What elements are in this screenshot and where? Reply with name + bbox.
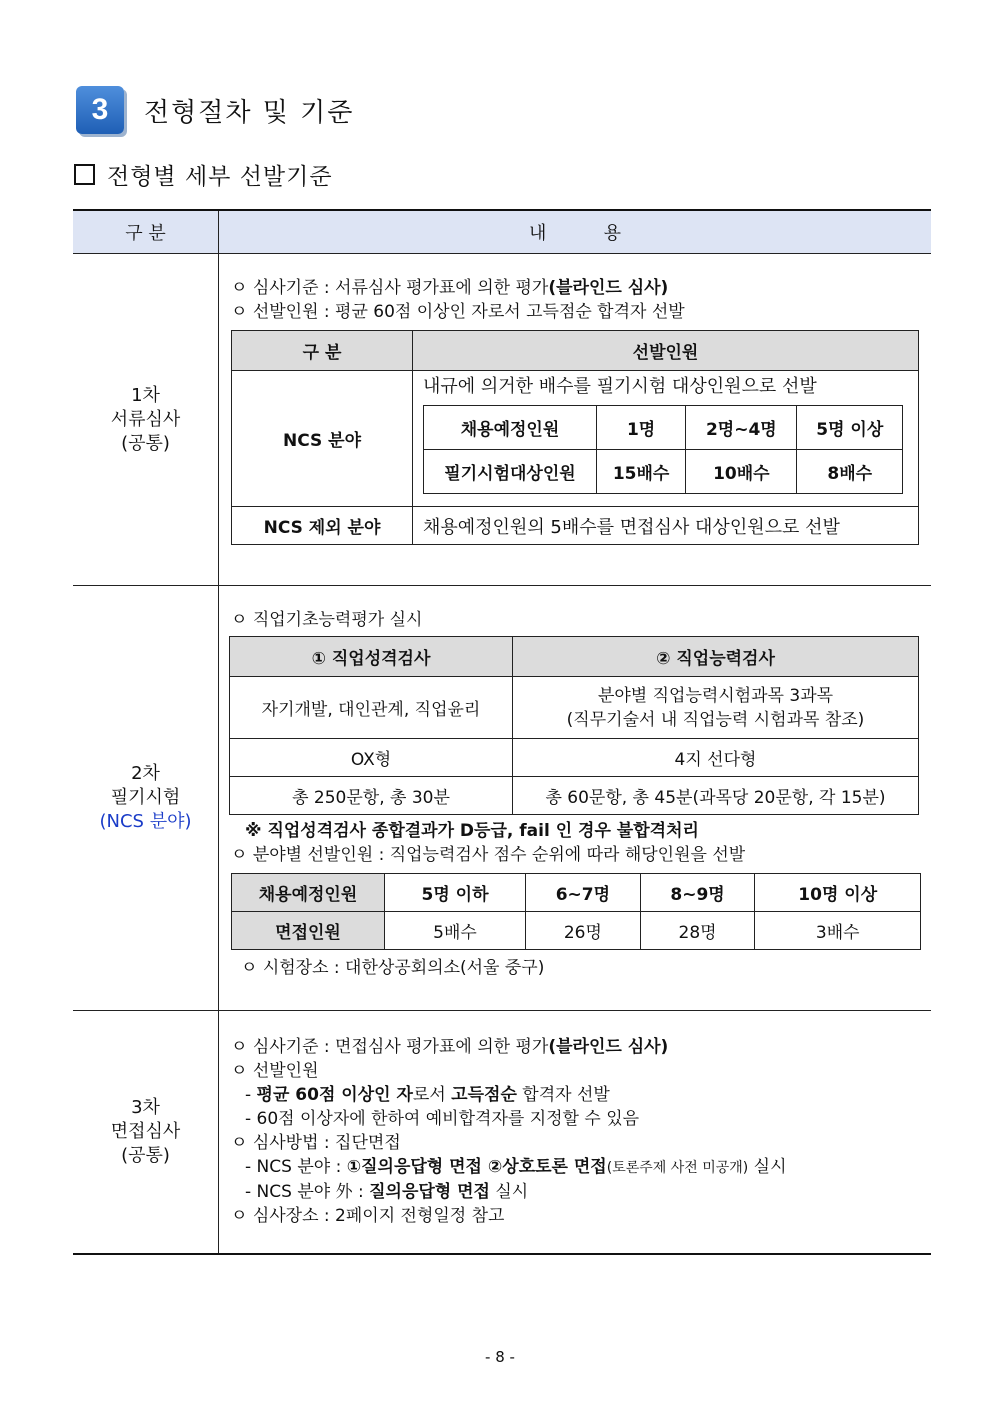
test-table: ① 직업성격검사 ② 직업능력검사 자기개발, 대인관계, 직업윤리 분야별 직업능력시험과목 3과목 (직무기술서 내 직업능력 시험과목 참조) OX형 4지 선다형 총 250문항, 총 30분 총 60문항, 총 45분(과목당 20문항, 각 15분)	[229, 636, 919, 815]
subheading	[74, 158, 333, 191]
stage1-row	[73, 254, 931, 586]
non-ncs-text: 채용예정인원의 5배수를 면접심사 대상인원으로 선발	[413, 507, 919, 545]
stage2-intro: ㅇ 직업기초능력평가 실시	[231, 610, 423, 630]
stage3-selection-rule: - 평균 60점 이상인 자로서 고득점순 합격자 선발	[245, 1085, 610, 1105]
page-number: - 8 -	[485, 1348, 515, 1366]
header-content: 내 용	[219, 210, 932, 254]
ncs-label: NCS 분야	[232, 371, 413, 507]
stage3-content	[219, 1011, 932, 1254]
stage1-selection-table: 구 분 선발인원 NCS 분야 내규에 의거한 배수를 필기시험 대상인원으로 선발 채용예정인원 1명 2명~4명 5명 이상 필기시험대상인원 15배수 10배수 8배수 NCS 제외 분야 채용예정인원의 5배수를 면접심사 대상인원으로 선발	[231, 330, 919, 545]
stage1-content	[219, 254, 932, 586]
section-title: 전형절차 및 기준	[144, 97, 355, 128]
stage1-selection-line: ㅇ 선발인원 : 평균 60점 이상인 자로서 고득점순 합격자 선발	[231, 302, 685, 322]
stage3-method: ㅇ 심사방법 : 집단면접	[231, 1133, 401, 1153]
stage2-label: 2차 필기시험 (NCS 분야)	[73, 586, 219, 1011]
stage3-non-ncs-method: - NCS 분야 外 : 질의응답형 면접 실시	[245, 1182, 529, 1202]
interview-count-table: 채용예정인원 5명 이하 6~7명 8~9명 10명 이상 면접인원 5배수 26명 28명 3배수	[231, 873, 921, 950]
stage3-label: 3차 면접심사 (공통)	[73, 1011, 219, 1254]
stage2-content	[219, 586, 932, 1011]
section-heading	[76, 86, 354, 134]
stage3-ncs-method: - NCS 분야 : ①질의응답형 면접 ②상호토론 면접(토론주제 사전 미공개) 실시	[245, 1157, 787, 1177]
stage3-criteria: ㅇ 심사기준 : 면접심사 평가표에 의한 평가(블라인드 심사)	[231, 1037, 669, 1057]
stage1-label: 1차 서류심사 (공통)	[73, 254, 219, 586]
stage2-row	[73, 586, 931, 1011]
stage3-row	[73, 1011, 931, 1254]
fail-note: ※ 직업성격검사 종합결과가 D등급, fail 인 경우 불합격처리	[245, 821, 699, 841]
checkbox-square-icon	[74, 164, 95, 185]
stage3-place: ㅇ 심사장소 : 2페이지 전형일정 참고	[231, 1206, 505, 1226]
subheading-text: 전형별 세부 선발기준	[107, 164, 333, 190]
stage3-selection-heading: ㅇ 선발인원	[231, 1061, 319, 1081]
exam-place: ㅇ 시험장소 : 대한상공회의소(서울 중구)	[241, 958, 545, 978]
non-ncs-label: NCS 제외 분야	[232, 507, 413, 545]
criteria-table	[73, 209, 931, 1255]
header-category: 구 분	[73, 210, 219, 254]
stage3-reserve-rule: - 60점 이상자에 한하여 예비합격자를 지정할 수 있음	[245, 1109, 640, 1129]
stage2-select-line: ㅇ 분야별 선발인원 : 직업능력검사 점수 순위에 따라 해당인원을 선발	[231, 845, 746, 865]
stage1-criteria-line: ㅇ 심사기준 : 서류심사 평가표에 의한 평가(블라인드 심사)	[231, 278, 669, 298]
section-number-badge: 3	[76, 86, 124, 134]
ncs-multiplier-table: 채용예정인원 1명 2명~4명 5명 이상 필기시험대상인원 15배수 10배수 8배수	[423, 405, 903, 494]
ncs-text: 내규에 의거한 배수를 필기시험 대상인원으로 선발	[423, 376, 817, 397]
